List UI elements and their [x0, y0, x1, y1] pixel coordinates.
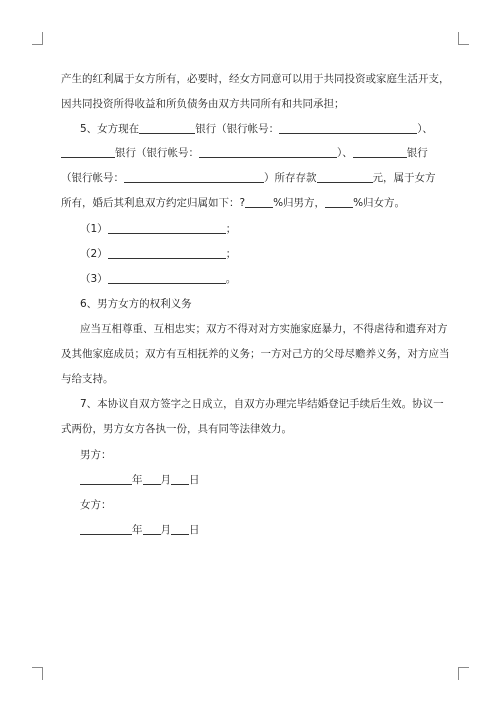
blank-field[interactable]: [108, 247, 226, 259]
crop-mark-top-left: [32, 32, 43, 45]
blank-field[interactable]: [245, 196, 273, 208]
blank-field[interactable]: [61, 146, 115, 158]
list-item: [80, 272, 236, 286]
text: 日: [189, 474, 200, 486]
text: 男方：: [80, 449, 112, 461]
text: %归男方，: [273, 197, 326, 209]
clause-5-line: [61, 146, 428, 160]
text: 因共同投资所得收益和所负债务由双方共同所有和共同承担；: [61, 98, 345, 110]
text: 日: [189, 524, 200, 536]
text: 年: [132, 524, 143, 536]
text: （3）: [80, 273, 108, 285]
crop-mark-bottom-left: [32, 667, 43, 680]
list-item: [80, 247, 236, 261]
clause-5-line: [80, 122, 433, 136]
text: 银行（银行帐号：: [195, 123, 280, 135]
year-blank[interactable]: [80, 473, 132, 485]
crop-mark-bottom-right: [458, 667, 469, 680]
text: 年: [132, 474, 143, 486]
paragraph-line: [61, 422, 292, 436]
date-line: [80, 523, 200, 537]
blank-field[interactable]: [279, 122, 417, 134]
paragraph-line: [61, 347, 450, 361]
blank-field[interactable]: [108, 222, 226, 234]
text: ）、: [417, 123, 433, 135]
paragraph-line: [61, 72, 450, 86]
list-item: [80, 222, 236, 236]
text: 元，属于女方: [372, 172, 436, 184]
text: ）所存存款: [264, 172, 317, 184]
text: 应当互相尊重、互相忠实；双方不得对对方实施家庭暴力，不得虐待和遗弃对方: [80, 323, 448, 335]
text: 及其他家庭成员；双方有互相抚养的义务；一方对己方的父母尽赡养义务，对方应当: [61, 348, 450, 360]
blank-field[interactable]: [317, 171, 373, 183]
text: 所有，婚后其利息双方约定归属如下：?: [61, 197, 246, 209]
year-blank[interactable]: [80, 523, 132, 535]
blank-field[interactable]: [139, 122, 195, 134]
text: 月: [160, 474, 171, 486]
male-signature-label: [80, 448, 112, 462]
text: 。: [225, 273, 237, 285]
date-line: [80, 473, 200, 487]
blank-field[interactable]: [108, 272, 226, 284]
crop-mark-top-right: [458, 32, 469, 45]
text: （1）: [80, 223, 108, 235]
text: 银行（银行帐号：: [115, 147, 199, 159]
text: 7、本协议自双方签字之日成立，自双方办理完毕结婚登记手续后生效。协议一: [80, 398, 444, 410]
paragraph-line: [80, 322, 448, 336]
text: 5、女方现在: [80, 123, 140, 135]
text: 6、男方女方的权利义务: [80, 298, 192, 310]
day-blank[interactable]: [171, 523, 189, 535]
text: （银行帐号：: [61, 172, 124, 184]
text: ）、: [337, 147, 353, 159]
text: 产生的红利属于女方所有，必要时，经女方同意可以用于共同投资或家庭生活开支，: [61, 73, 450, 85]
clause-5-line: [61, 171, 436, 185]
blank-field[interactable]: [353, 146, 407, 158]
text: 银行: [406, 147, 428, 159]
text: ；: [225, 248, 237, 260]
text: 月: [160, 524, 171, 536]
clause-5-line: [61, 196, 405, 210]
section-6-title: [80, 297, 192, 311]
month-blank[interactable]: [143, 523, 161, 535]
month-blank[interactable]: [143, 473, 161, 485]
paragraph-line: [61, 97, 345, 111]
text: 式两份，男方女方各执一份，具有同等法律效力。: [61, 423, 292, 435]
day-blank[interactable]: [171, 473, 189, 485]
text: （2）: [80, 248, 108, 260]
text: %归女方。: [353, 197, 406, 209]
female-signature-label: [80, 498, 112, 512]
text: ；: [225, 223, 237, 235]
blank-field[interactable]: [199, 146, 337, 158]
text: 与给支持。: [61, 373, 114, 385]
paragraph-line: [61, 372, 114, 386]
text: 女方：: [80, 499, 112, 511]
blank-field[interactable]: [124, 171, 264, 183]
paragraph-line: [80, 397, 444, 411]
blank-field[interactable]: [325, 196, 353, 208]
